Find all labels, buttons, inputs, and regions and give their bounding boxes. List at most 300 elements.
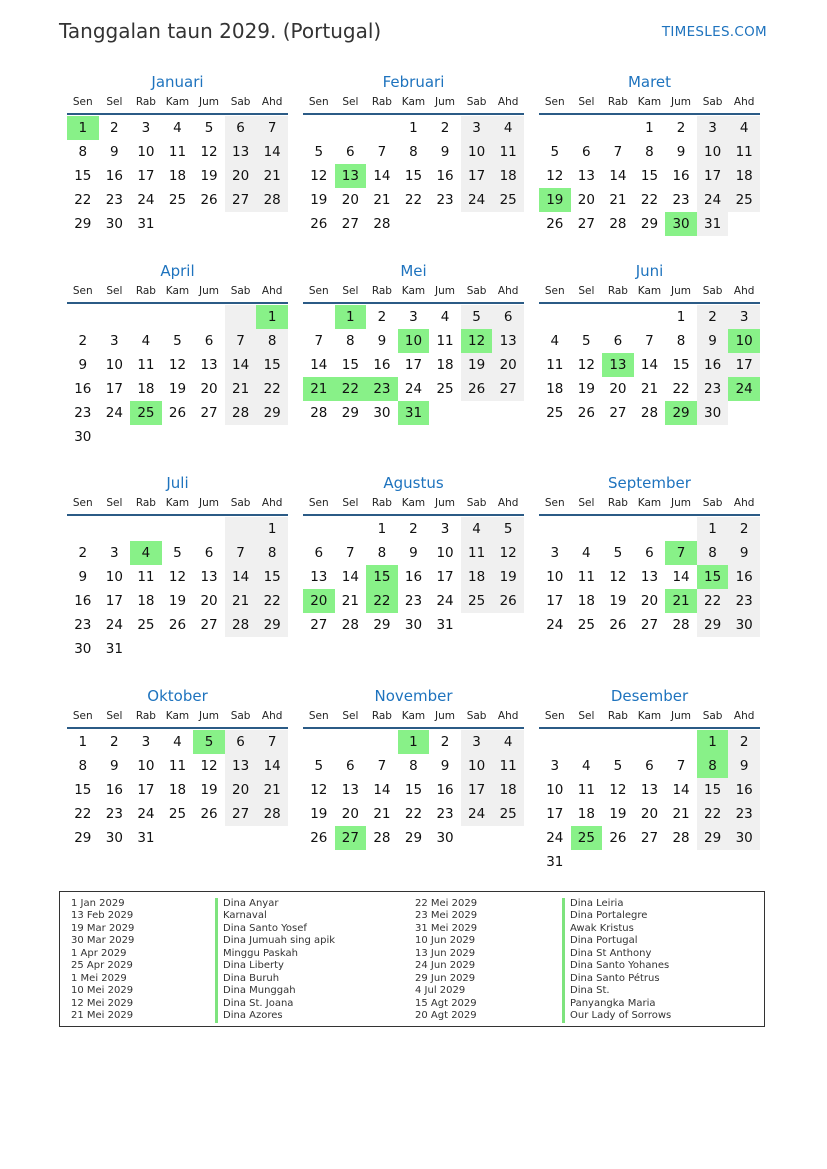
weekday-label: Sab	[230, 285, 251, 297]
holiday-day-cell: 7	[665, 541, 697, 565]
month-juni	[539, 261, 760, 425]
day-cell: 2	[697, 305, 729, 329]
holiday-date: 21 Mei 2029	[71, 1010, 134, 1022]
weekday-label: Jum	[199, 710, 220, 722]
day-cell: 23	[404, 593, 423, 609]
weekday-label: Sab	[230, 96, 251, 108]
empty-cell	[571, 116, 603, 140]
empty-cell	[461, 401, 493, 425]
day-cell: 23	[105, 192, 123, 208]
day-cell: 15	[640, 168, 659, 184]
weekday-label: Ahd	[497, 497, 519, 509]
empty-cell	[225, 305, 257, 329]
day-cell: 27	[640, 830, 659, 846]
empty-cell	[162, 305, 194, 329]
holiday-day-cell: 10	[398, 329, 430, 353]
day-grid	[303, 517, 524, 637]
day-cell: 19	[577, 381, 595, 397]
empty-cell	[539, 517, 571, 541]
weekday-label: Sen	[72, 96, 93, 108]
day-cell: 9	[697, 329, 729, 353]
day-cell: 13	[640, 782, 659, 798]
weekday-header	[303, 496, 524, 516]
weekday-label: Jum	[671, 710, 692, 722]
empty-cell	[539, 305, 571, 329]
day-cell: 14	[256, 754, 288, 778]
weekday-header	[539, 284, 760, 304]
day-cell: 6	[346, 758, 355, 774]
holiday-day-cell: 25	[571, 826, 603, 850]
day-cell: 20	[341, 806, 359, 822]
site-link[interactable]: TIMESLES.COM	[661, 24, 767, 40]
empty-cell	[492, 826, 524, 850]
day-cell: 16	[105, 168, 123, 184]
day-cell: 30	[105, 216, 123, 232]
day-cell: 27	[577, 216, 595, 232]
empty-cell	[634, 730, 666, 754]
day-cell: 23	[436, 192, 454, 208]
month-januari	[67, 72, 288, 236]
day-cell: 25	[461, 589, 493, 613]
day-cell: 21	[609, 192, 627, 208]
day-cell: 18	[492, 778, 524, 802]
day-cell: 30	[728, 826, 760, 850]
month-name: Desember	[610, 687, 689, 705]
empty-cell	[130, 517, 162, 541]
day-cell: 28	[373, 216, 391, 232]
day-grid	[67, 517, 288, 661]
day-cell: 19	[310, 192, 328, 208]
day-cell: 7	[645, 333, 654, 349]
day-cell: 20	[341, 192, 359, 208]
day-cell: 15	[341, 357, 359, 373]
day-cell: 13	[200, 357, 218, 373]
empty-cell	[335, 730, 367, 754]
weekday-label: Sab	[230, 710, 251, 722]
day-grid	[539, 730, 760, 874]
day-cell: 27	[341, 216, 359, 232]
empty-cell	[461, 613, 493, 637]
day-cell: 16	[697, 353, 729, 377]
holiday-name: Dina Jumuah sing apik	[215, 935, 335, 947]
day-cell: 10	[461, 140, 493, 164]
empty-cell	[571, 517, 603, 541]
day-cell: 8	[346, 333, 355, 349]
day-grid	[303, 730, 524, 850]
day-cell: 3	[697, 116, 729, 140]
month-name: Agustus	[383, 474, 444, 492]
day-cell: 2	[676, 120, 686, 136]
empty-cell	[571, 850, 603, 874]
day-cell: 1	[78, 734, 88, 750]
day-cell: 5	[492, 517, 524, 541]
day-cell: 5	[613, 758, 623, 774]
holiday-day-cell: 8	[697, 754, 729, 778]
weekday-label: Kam	[165, 710, 190, 722]
holiday-day-cell: 1	[256, 305, 288, 329]
weekday-label: Sel	[578, 96, 595, 108]
day-cell: 2	[78, 333, 88, 349]
weekday-label: Sab	[702, 96, 723, 108]
weekday-label: Sel	[106, 710, 123, 722]
day-cell: 16	[404, 569, 423, 585]
empty-cell	[193, 826, 225, 850]
month-name: November	[374, 687, 453, 705]
month-name: Maret	[627, 73, 672, 91]
empty-cell	[225, 826, 257, 850]
holiday-day-cell: 13	[602, 353, 634, 377]
day-cell: 27	[640, 617, 659, 633]
day-cell: 16	[728, 565, 760, 589]
weekday-label: Rab	[371, 497, 392, 509]
day-cell: 11	[436, 333, 454, 349]
day-cell: 3	[141, 734, 151, 750]
day-cell: 20	[200, 381, 218, 397]
empty-cell	[571, 730, 603, 754]
weekday-label: Sel	[106, 96, 123, 108]
day-cell: 19	[609, 593, 627, 609]
day-cell: 14	[310, 357, 328, 373]
weekday-label: Sel	[578, 285, 595, 297]
day-cell: 12	[200, 144, 218, 160]
weekday-label: Sab	[702, 710, 723, 722]
holiday-name: Awak Kristus	[562, 923, 671, 935]
month-name: Oktober	[147, 687, 208, 705]
day-cell: 18	[492, 164, 524, 188]
empty-cell	[665, 850, 697, 874]
day-cell: 22	[697, 589, 729, 613]
day-cell: 16	[74, 381, 92, 397]
holiday-day-cell: 13	[335, 164, 367, 188]
weekday-label: Kam	[637, 710, 662, 722]
holiday-name: Dina Santo Yosef	[215, 923, 335, 935]
day-cell: 26	[168, 405, 187, 421]
day-cell: 3	[440, 521, 450, 537]
day-cell: 12	[310, 782, 328, 798]
day-cell: 17	[697, 164, 729, 188]
weekday-label: Sen	[72, 285, 93, 297]
holiday-date: 10 Mei 2029	[71, 985, 134, 997]
day-cell: 26	[310, 216, 328, 232]
day-cell: 18	[168, 782, 187, 798]
day-cell: 3	[461, 116, 493, 140]
holiday-day-cell: 29	[665, 401, 697, 425]
holiday-name: Dina Liberty	[215, 960, 335, 972]
day-cell: 7	[256, 116, 288, 140]
holiday-day-cell: 10	[728, 329, 760, 353]
holiday-day-cell: 31	[398, 401, 430, 425]
holiday-date: 13 Feb 2029	[71, 910, 134, 922]
holiday-day-cell: 15	[697, 565, 729, 589]
day-cell: 27	[310, 617, 328, 633]
day-cell: 17	[546, 806, 564, 822]
day-cell: 11	[461, 541, 493, 565]
day-cell: 9	[377, 333, 387, 349]
day-grid	[539, 517, 760, 637]
day-cell: 22	[74, 192, 92, 208]
day-cell: 4	[492, 116, 524, 140]
day-grid	[67, 730, 288, 850]
holiday-date: 4 Jul 2029	[415, 985, 466, 997]
day-cell: 24	[546, 830, 564, 846]
day-cell: 21	[225, 377, 257, 401]
month-name: Februari	[382, 73, 445, 91]
empty-cell	[728, 212, 760, 236]
day-cell: 16	[436, 782, 454, 798]
weekday-label: Sen	[308, 96, 329, 108]
weekday-label: Kam	[401, 96, 426, 108]
day-cell: 13	[310, 569, 328, 585]
day-cell: 26	[168, 617, 187, 633]
empty-cell	[303, 305, 335, 329]
day-cell: 19	[609, 806, 627, 822]
day-cell: 29	[373, 617, 391, 633]
day-cell: 26	[200, 806, 218, 822]
day-cell: 25	[436, 381, 454, 397]
day-cell: 5	[173, 545, 182, 561]
day-cell: 5	[461, 305, 493, 329]
day-cell: 8	[676, 333, 686, 349]
day-cell: 17	[728, 353, 760, 377]
day-cell: 3	[409, 309, 418, 325]
day-cell: 31	[137, 216, 155, 232]
empty-cell	[193, 637, 225, 661]
day-cell: 23	[105, 806, 123, 822]
holiday-name: Dina Santo Yohanes	[562, 960, 671, 972]
day-cell: 19	[200, 168, 218, 184]
day-cell: 19	[168, 593, 187, 609]
day-cell: 8	[78, 144, 88, 160]
empty-cell	[602, 517, 634, 541]
day-cell: 29	[697, 826, 729, 850]
weekday-label: Sab	[702, 497, 723, 509]
weekday-label: Kam	[637, 285, 662, 297]
day-cell: 20	[225, 778, 257, 802]
holiday-date: 25 Apr 2029	[71, 960, 133, 972]
empty-cell	[225, 425, 257, 449]
weekday-label: Sen	[72, 710, 93, 722]
holiday-dates-column-1	[71, 898, 134, 1023]
empty-cell	[366, 730, 398, 754]
weekday-label: Rab	[135, 710, 156, 722]
day-cell: 12	[200, 758, 218, 774]
holiday-date: 15 Agt 2029	[415, 997, 477, 1009]
day-cell: 5	[314, 758, 324, 774]
holiday-day-cell: 22	[335, 377, 367, 401]
day-cell: 15	[256, 353, 288, 377]
day-cell: 15	[404, 168, 423, 184]
day-cell: 4	[728, 116, 760, 140]
day-cell: 22	[640, 192, 659, 208]
empty-cell	[99, 305, 131, 329]
day-cell: 25	[492, 188, 524, 212]
day-cell: 18	[577, 806, 595, 822]
day-cell: 28	[256, 188, 288, 212]
weekday-label: Sel	[106, 497, 123, 509]
holiday-day-cell: 4	[130, 541, 162, 565]
day-cell: 17	[546, 593, 564, 609]
day-cell: 28	[609, 216, 627, 232]
day-cell: 30	[74, 429, 92, 445]
weekday-header	[539, 95, 760, 115]
weekday-label: Sab	[466, 497, 487, 509]
day-cell: 16	[672, 168, 690, 184]
holiday-day-cell: 20	[303, 589, 335, 613]
day-cell: 7	[676, 758, 686, 774]
day-cell: 3	[110, 545, 119, 561]
day-cell: 11	[492, 140, 524, 164]
day-cell: 5	[582, 333, 591, 349]
holiday-date: 1 Mei 2029	[71, 972, 127, 984]
day-cell: 10	[546, 569, 564, 585]
day-cell: 28	[225, 613, 257, 637]
day-cell: 12	[168, 357, 187, 373]
day-cell: 16	[105, 782, 123, 798]
empty-cell	[303, 116, 335, 140]
day-cell: 20	[640, 593, 659, 609]
weekday-label: Rab	[607, 285, 628, 297]
empty-cell	[193, 305, 225, 329]
day-cell: 15	[404, 782, 423, 798]
day-cell: 12	[577, 357, 595, 373]
day-cell: 30	[728, 613, 760, 637]
weekday-header	[303, 284, 524, 304]
day-cell: 8	[256, 541, 288, 565]
day-cell: 8	[697, 541, 729, 565]
weekday-label: Kam	[165, 497, 190, 509]
holiday-day-cell: 1	[398, 730, 430, 754]
day-cell: 2	[440, 734, 450, 750]
empty-cell	[193, 212, 225, 236]
empty-cell	[193, 517, 225, 541]
day-cell: 10	[105, 357, 123, 373]
weekday-label: Sel	[342, 497, 359, 509]
day-cell: 17	[137, 168, 155, 184]
day-cell: 17	[461, 164, 493, 188]
day-cell: 12	[310, 168, 328, 184]
empty-cell	[492, 613, 524, 637]
day-cell: 3	[110, 333, 119, 349]
weekday-label: Ahd	[497, 96, 519, 108]
empty-cell	[225, 517, 257, 541]
day-cell: 2	[440, 120, 450, 136]
day-cell: 14	[225, 565, 257, 589]
holiday-day-cell: 24	[728, 377, 760, 401]
day-cell: 2	[110, 734, 119, 750]
empty-cell	[162, 425, 194, 449]
day-cell: 5	[550, 144, 560, 160]
day-cell: 21	[373, 192, 391, 208]
day-cell: 24	[404, 381, 423, 397]
day-cell: 27	[225, 802, 257, 826]
day-cell: 9	[440, 758, 450, 774]
day-cell: 12	[546, 168, 564, 184]
day-grid	[539, 116, 760, 236]
empty-cell	[697, 850, 729, 874]
weekday-label: Jum	[671, 285, 692, 297]
day-cell: 7	[225, 329, 257, 353]
month-name: Mei	[400, 262, 427, 280]
day-cell: 21	[225, 589, 257, 613]
day-cell: 1	[377, 521, 387, 537]
day-cell: 17	[137, 782, 155, 798]
day-cell: 5	[204, 120, 214, 136]
empty-cell	[492, 401, 524, 425]
day-cell: 18	[168, 168, 187, 184]
day-cell: 6	[492, 305, 524, 329]
day-cell: 15	[74, 168, 92, 184]
empty-cell	[602, 116, 634, 140]
day-cell: 10	[105, 569, 123, 585]
day-cell: 6	[346, 144, 355, 160]
day-cell: 15	[74, 782, 92, 798]
day-cell: 6	[225, 116, 257, 140]
month-november	[303, 686, 524, 850]
day-cell: 29	[256, 613, 288, 637]
holiday-dates-column-2	[415, 898, 477, 1023]
day-cell: 9	[440, 144, 450, 160]
day-cell: 4	[440, 309, 450, 325]
weekday-label: Sel	[342, 96, 359, 108]
empty-cell	[335, 517, 367, 541]
day-cell: 14	[256, 140, 288, 164]
day-cell: 6	[645, 545, 654, 561]
day-cell: 17	[105, 593, 123, 609]
day-cell: 25	[546, 405, 564, 421]
day-cell: 20	[225, 164, 257, 188]
empty-cell	[130, 305, 162, 329]
day-cell: 1	[256, 517, 288, 541]
weekday-label: Sab	[230, 497, 251, 509]
day-cell: 13	[225, 140, 257, 164]
month-februari	[303, 72, 524, 236]
weekday-label: Ahd	[261, 710, 283, 722]
day-cell: 15	[672, 357, 690, 373]
weekday-label: Rab	[371, 96, 392, 108]
weekday-label: Rab	[607, 96, 628, 108]
day-cell: 5	[173, 333, 182, 349]
weekday-label: Ahd	[261, 497, 283, 509]
empty-cell	[634, 517, 666, 541]
day-cell: 18	[436, 357, 454, 373]
day-cell: 14	[672, 569, 690, 585]
weekday-label: Ahd	[733, 285, 755, 297]
empty-cell	[539, 116, 571, 140]
empty-cell	[492, 212, 524, 236]
empty-cell	[99, 517, 131, 541]
day-cell: 26	[577, 405, 595, 421]
day-cell: 24	[137, 806, 155, 822]
empty-cell	[162, 517, 194, 541]
day-cell: 25	[168, 192, 187, 208]
day-cell: 8	[78, 758, 88, 774]
day-cell: 17	[105, 381, 123, 397]
holiday-date: 10 Jun 2029	[415, 935, 476, 947]
weekday-label: Ahd	[733, 710, 755, 722]
holiday-names-column-1	[215, 898, 335, 1023]
day-cell: 30	[74, 641, 92, 657]
day-cell: 2	[409, 521, 418, 537]
day-cell: 21	[341, 593, 359, 609]
weekday-header	[67, 709, 288, 729]
day-cell: 4	[582, 758, 591, 774]
month-name: April	[160, 262, 195, 280]
holiday-name: Dina St.	[562, 985, 671, 997]
day-cell: 2	[377, 309, 387, 325]
holiday-name: Dina Azores	[215, 1010, 335, 1022]
weekday-header	[539, 496, 760, 516]
day-cell: 21	[640, 381, 659, 397]
